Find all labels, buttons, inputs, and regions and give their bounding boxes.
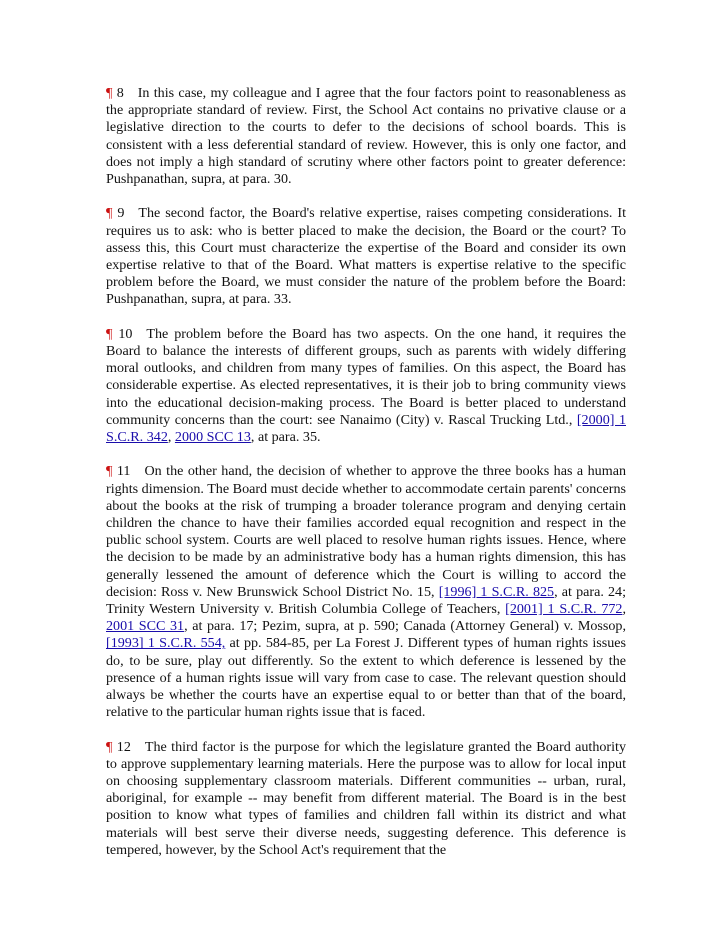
paragraph-11 — [106, 463, 626, 721]
paragraph-text: The problem before the Board has two aspects. On the one hand, it requires the Board to balance the interests of different groups, such as parents with widely differing moral outlooks, and children from many types of families. On this aspect, the Board has considerable expertise. As elected representatives, it is their job to bring community views into the educational decision-making process. The Board is better placed to understand community concerns than the court: see Nanaimo (City) v. Rascal Trucking Ltd., — [106, 325, 626, 428]
paragraph-text: , at para. 17; Pezim, supra, at p. 590; Canada (Attorney General) v. Mossop, — [184, 618, 626, 635]
paragraph-mark-icon: ¶ — [106, 738, 113, 755]
document-body — [106, 85, 626, 859]
paragraph-number: 8 — [116, 85, 124, 101]
paragraph-text: , — [622, 601, 627, 618]
paragraph-text: at pp. 584-85, per La Forest J. Different types of human rights issues do, to be sure, play out differently. So the extent to which deference is lessened by the presence of a human rights issue will vary from case to case. The relevant question should always be whether the courts have an expertise equal to or better than that of the board, relative to the particular human rights issue that is faced. — [106, 635, 626, 721]
paragraph-text: , — [167, 429, 175, 446]
paragraph-8 — [106, 85, 626, 188]
citation-link[interactable]: [1996] 1 S.C.R. 825 — [438, 583, 555, 600]
paragraph-text: , at para. 24; Trinity Western University v. British Columbia College of Teachers, — [106, 583, 626, 618]
paragraph-mark-icon: ¶ — [106, 85, 113, 101]
paragraph-10 — [106, 326, 626, 446]
paragraph-number: 12 — [116, 738, 131, 755]
paragraph-text: The third factor is the purpose for which the legislature granted the Board authority to approve supplementary learning materials. Here the purpose was to allow for local input on choosing supplementary classroom materials. Different communities -- urban, rural, aboriginal, for example -- may benefit from different material. The Board is in the best position to know what types of families and children fall within its district and what materials will best serve their diverse needs, suggesting deference. This deference is tempered, however, by the School Act's requirement that the — [106, 738, 626, 858]
citation-link[interactable]: 2001 SCC 31 — [106, 618, 185, 635]
paragraph-mark-icon: ¶ — [106, 463, 113, 480]
paragraph-mark-icon: ¶ — [106, 325, 113, 342]
paragraph-mark-icon: ¶ — [106, 205, 113, 222]
citation-link[interactable]: [1993] 1 S.C.R. 554, — [106, 635, 226, 652]
paragraph-number: 10 — [118, 325, 133, 342]
paragraph-number: 9 — [117, 205, 125, 222]
citation-link[interactable]: [2001] 1 S.C.R. 772 — [505, 601, 623, 618]
paragraph-text: , at para. 35. — [250, 429, 321, 446]
paragraph-text: On the other hand, the decision of whether to approve the three books has a human rights dimension. The Board must decide whether to accommodate certain parents' concerns about the books at the risk of trumping a broader tolerance program and denying certain children the chance to have their families accorded equal recognition and respect in the public school system. Courts are well placed to resolve human rights issues. Hence, where the decision to be made by an administrative body has a human rights dimension, this has generally lessened the amount of deference which the Court is willing to accord the decision: Ross v. New Brunswick School District No. 15, — [106, 463, 626, 600]
paragraph-text: In this case, my colleague and I agree that the four factors point to reasonableness as the appropriate standard of review. First, the School Act contains no privative clause or a legislative direction to the courts to defer to the decisions of school boards. This is consistent with a less deferential standard of review. However, this is only one factor, and does not imply a high standard of scrutiny where other factors point to greater deference: Pushpanathan, supra, at para. 30. — [106, 85, 626, 188]
citation-link[interactable]: [2000] 1 S.C.R. 342 — [106, 411, 626, 446]
paragraph-text: The second factor, the Board's relative expertise, raises competing considerations. It requires us to ask: who is better placed to make the decision, the Board or the court? To assess this, this Court must characterize the expertise of the Board and consider its own expertise relative to that of the Board. What matters is expertise relative to the specific problem before the Board, we must consider the nature of the problem before the Board: Pushpanathan, supra, at para. 33. — [106, 205, 626, 308]
paragraph-9 — [106, 205, 626, 308]
paragraph-number: 11 — [116, 463, 131, 480]
citation-link[interactable]: 2000 SCC 13 — [174, 429, 251, 446]
paragraph-12 — [106, 739, 626, 859]
